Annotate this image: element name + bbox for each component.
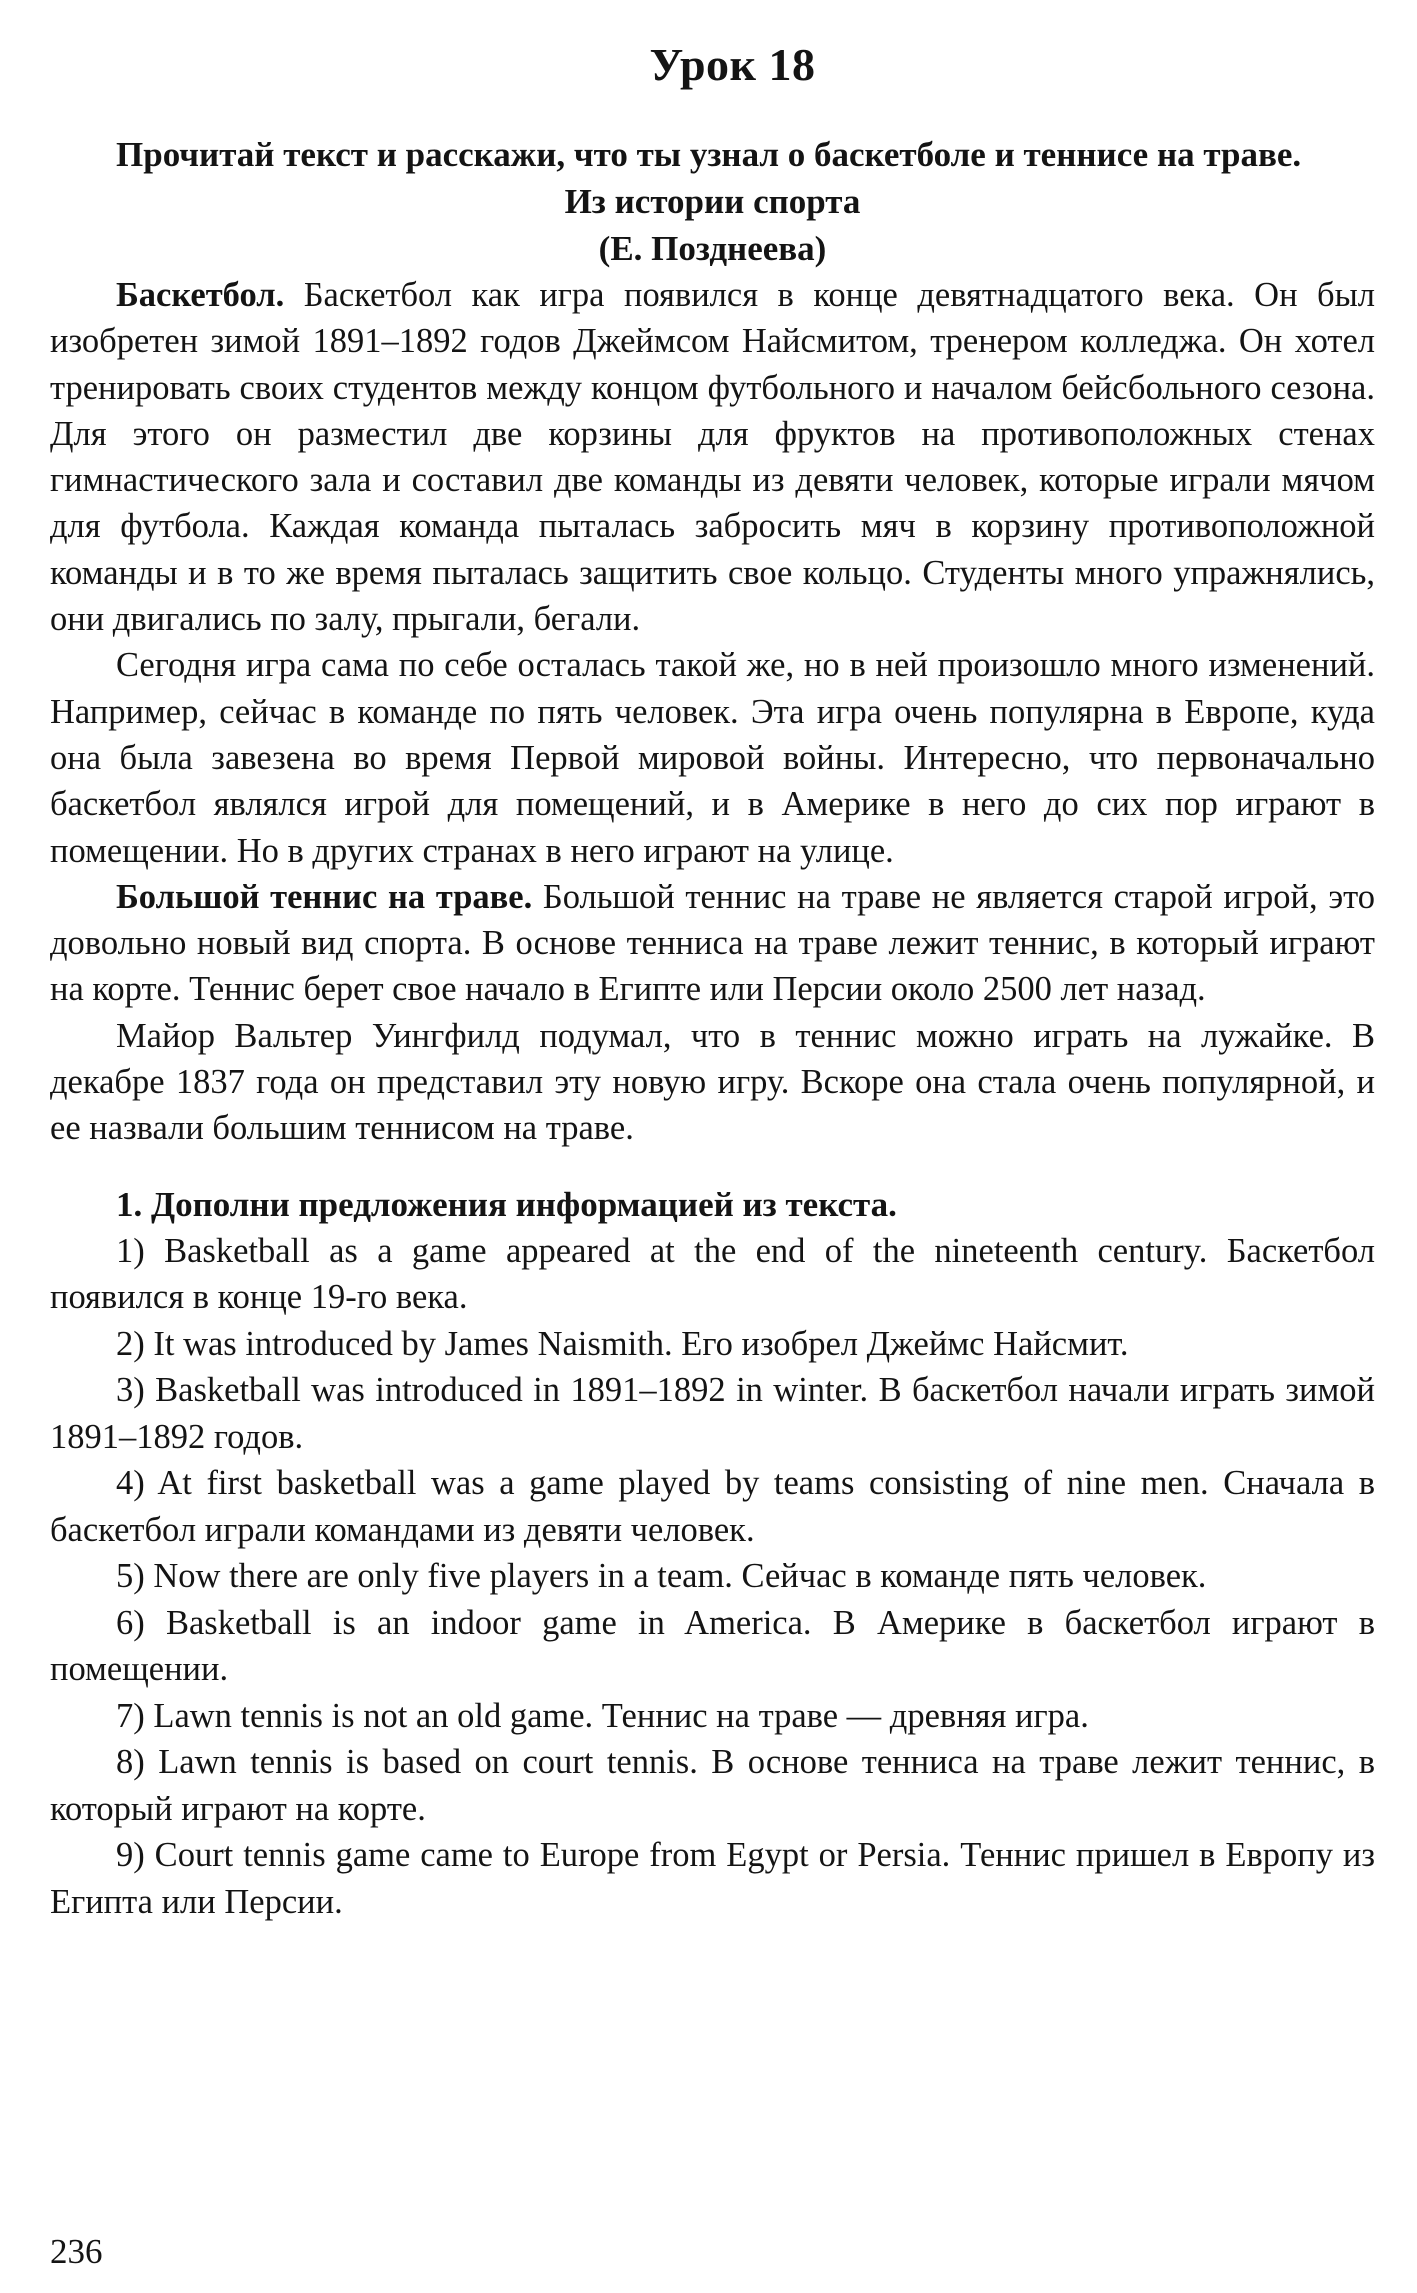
paragraph-basketball: [50, 272, 1375, 642]
paragraph-wingfield: [50, 1013, 1375, 1152]
textbook-page: [50, 38, 1375, 1925]
exercise-title: 1. Дополни предложения информацией из текста.: [116, 1184, 897, 1224]
paragraph-text: Майор Вальтер Уингфилд подумал, что в теннис можно играть на лужайке. В декабре 1837 года он представил эту новую игру. Вскоре она стала очень популярной, и ее назвали большим теннисом на траве.: [50, 1016, 1375, 1148]
paragraph-lead: Большой теннис на траве.: [116, 877, 533, 916]
exercise-item: 3) Basketball was introduced in 1891–1892 in winter. В баскетбол начали играть зимой 1891–1892 годов.: [50, 1371, 1375, 1456]
lesson-title: Урок 18: [649, 39, 816, 90]
paragraph-text: Баскетбол как игра появился в конце девятнадцатого века. Он был изобретен зимой 1891–1892 годов Джеймсом Найсмитом, тренером колледжа. Он хотел тренировать своих студентов между концом футбольного и началом бейсбольного сезона. Для этого он разместил две корзины для фруктов на противоположных стенах гимнастического зала и составил две команды из девяти человек, которые играли мячом для футбола. Каждая команда пыталась забросить мяч в корзину противоположной команды и в то же время пыталась защитить свое кольцо. Студенты много упражнялись, они двигались по залу, прыгали, бегали.: [50, 276, 1375, 639]
exercise-item: 4) At first basketball was a game played by teams consisting of nine men. Сначала в баскетбол играли командами из девяти человек.: [50, 1464, 1375, 1549]
exercise-item: 9) Court tennis game came to Europe from Egypt or Persia. Теннис пришел в Европу из Египта или Персии.: [50, 1836, 1375, 1921]
task-instruction: Прочитай текст и расскажи, что ты узнал о баскетболе и теннисе на траве.: [116, 135, 1302, 174]
story-title: Из истории спорта: [564, 182, 861, 221]
paragraph-basketball-today: [50, 642, 1375, 873]
paragraph-lead: Баскетбол.: [116, 276, 285, 314]
story-author: (Е. Позднеева): [598, 229, 827, 268]
exercise-item: 6) Basketball is an indoor game in America. В Америке в баскетбол играют в помещении.: [50, 1603, 1375, 1689]
exercise-item: 7) Lawn tennis is not an old game. Теннис на траве — древняя игра.: [116, 1696, 1089, 1735]
paragraph-text: Сегодня игра сама по себе осталась такой же, но в ней произошло много изменений. Например, сейчас в команде по пять человек. Эта игра очень популярна в Европе, куда она была завезена во время Первой мировой войны. Интересно, что первоначально баскетбол являлся игрой для помещений, и в Америке в него до сих пор играют в помещении. Но в других странах в него играют на улице.: [50, 646, 1375, 870]
page-number: 236: [50, 2232, 103, 2271]
exercise-item: 5) Now there are only five players in a team. Сейчас в команде пять человек.: [116, 1557, 1207, 1596]
paragraph-lawn-tennis: [50, 874, 1375, 1013]
exercise-item: 2) It was introduced by James Naismith. Его изобрел Джеймс Найсмит.: [116, 1324, 1129, 1363]
exercise-item: 1) Basketball as a game appeared at the end of the nineteenth century. Баскетбол появился в конце 19-го века.: [50, 1231, 1375, 1317]
paragraph-text: Большой теннис на траве не является старой игрой, это довольно новый вид спорта. В основе тенниса на траве лежит теннис, в который играют на корте. Теннис берет свое начало в Египте или Персии около 2500 лет назад.: [50, 877, 1375, 1009]
exercise-item: 8) Lawn tennis is based on court tennis. В основе тенниса на траве лежит теннис, в который играют на корте.: [50, 1743, 1375, 1828]
